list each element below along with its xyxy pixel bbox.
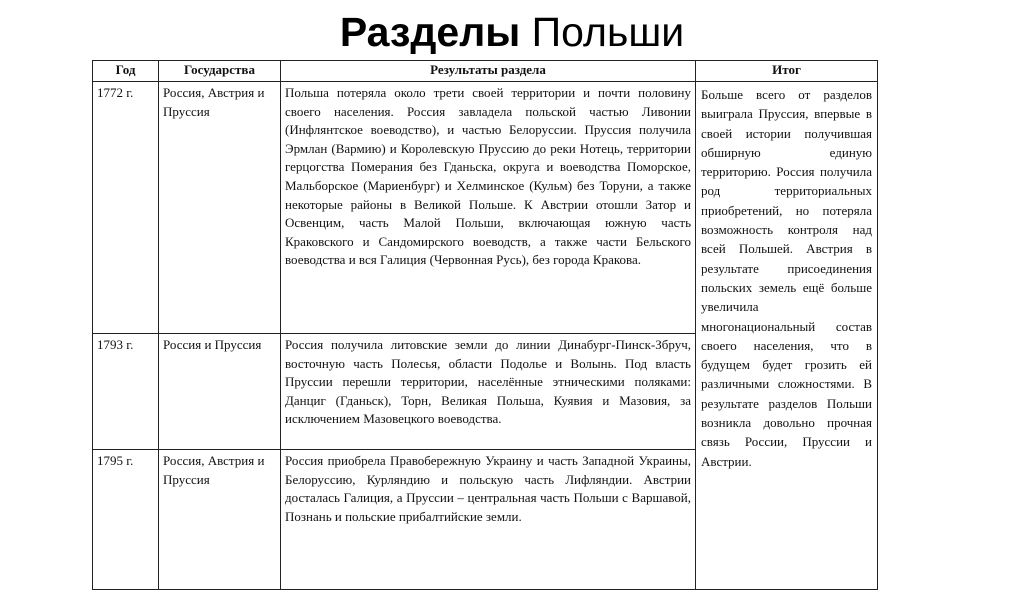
partitions-table bbox=[92, 60, 878, 590]
row-results: Россия получила литовские земли до линии Динабург-Пинск-Збруч, восточную часть Полесья, области Подолье и Волынь. Под власть Пруссии перешли территории, населённые этническими поляками: Данциг (Гданьск), Торн, Великая Польша, Куявия и Мазовия, за исключением Мазовецкого воеводства. bbox=[281, 334, 696, 450]
table-row bbox=[93, 82, 878, 334]
table-header-row bbox=[93, 61, 878, 82]
row-year: 1795 г. bbox=[93, 450, 159, 590]
itog-cell: Больше всего от разделов выиграла Пруссия, впервые в своей истории получившая обширную единую территорию. Россия получила род территориальных приобретений, но потеряла возможность контроля над всей Польшей. Австрия в результате присоединения польских земель ещё больше увеличила многонациональный состав своего населения, что в будущем будет грозить ей различными сложностями. В результате разделов Польши возникла довольно прочная связь России, Пруссии и Австрии. bbox=[696, 82, 878, 590]
row-states: Россия, Австрия и Пруссия bbox=[159, 450, 281, 590]
row-states: Россия и Пруссия bbox=[159, 334, 281, 450]
header-states: Государства bbox=[159, 61, 281, 82]
header-year: Год bbox=[93, 61, 159, 82]
page-title-light: Польши bbox=[531, 9, 685, 55]
header-results: Результаты раздела bbox=[281, 61, 696, 82]
row-results: Польша потеряла около трети своей территории и почти половину своего населения. Россия завладела польской частью Ливонии (Инфлянтское воеводство), и частью Белоруссии. Пруссия получила Эрмлан (Вармию) и Королевскую Пруссию до реки Нотець, территории герцогства Померания без Гданьска, округа и воеводства Поморское, Мальборское (Мариенбург) и Хелминское (Кульм) без Торуни, а также некоторые районы в Великой Польше. К Австрии отошли Затор и Освенцим, часть Малой Польши, включающая южную часть Краковского и Сандомирского воеводств, а также части Бельского воеводства и вся Галиция (Червонная Русь), без города Кракова. bbox=[281, 82, 696, 334]
page-title-bold: Разделы bbox=[339, 9, 521, 55]
row-states: Россия, Австрия и Пруссия bbox=[159, 82, 281, 334]
row-year: 1793 г. bbox=[93, 334, 159, 450]
row-year: 1772 г. bbox=[93, 82, 159, 334]
page-title bbox=[0, 8, 1024, 56]
row-results: Россия приобрела Правобережную Украину и часть Западной Украины, Белоруссию, Курляндию и польскую часть Лифляндии. Австрии досталась Галиция, а Пруссии – центральная часть Польши с Варшавой, Познань и польские прибалтийские земли. bbox=[281, 450, 696, 590]
header-itog: Итог bbox=[696, 61, 878, 82]
